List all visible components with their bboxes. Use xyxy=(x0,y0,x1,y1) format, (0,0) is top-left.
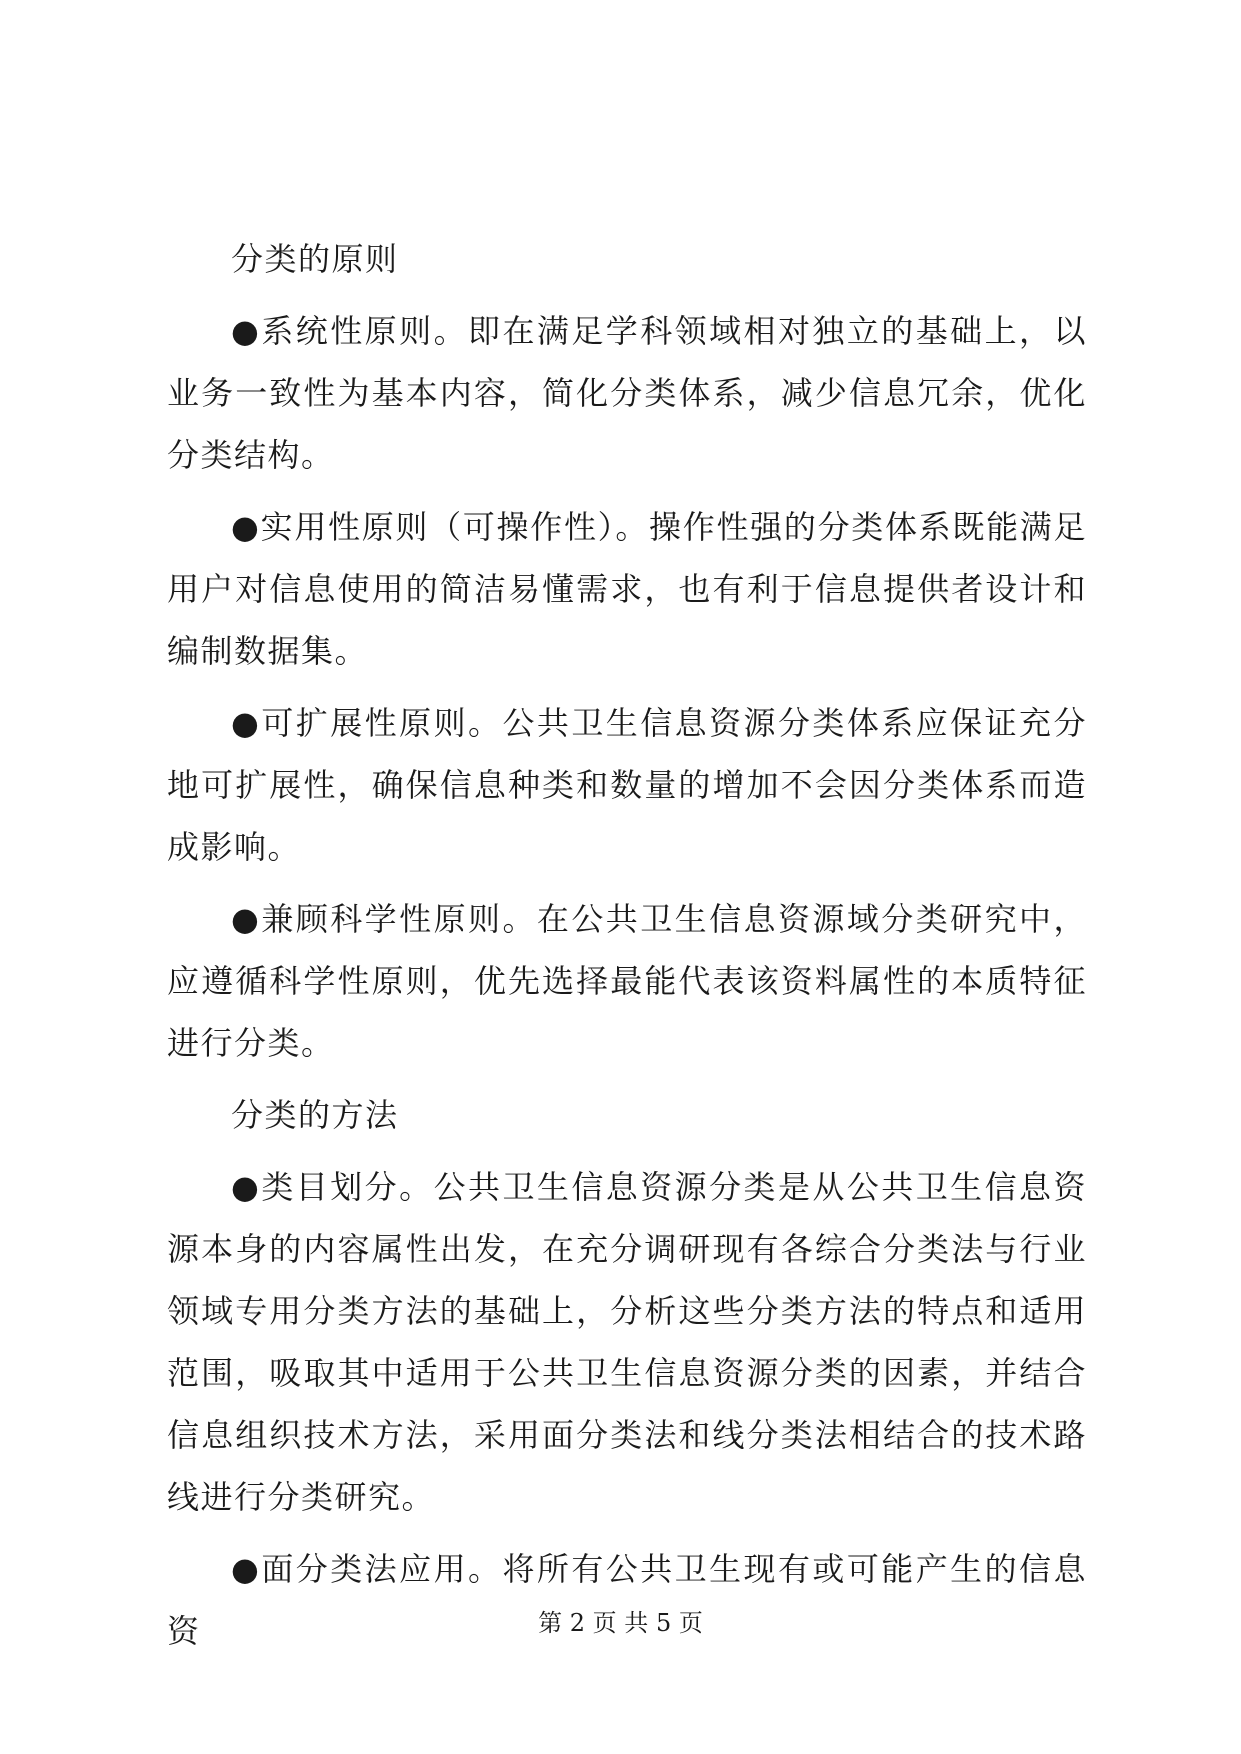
paragraph-text: 实用性原则（可操作性）。操作性强的分类体系既能满足用户对信息使用的简洁易懂需求，也有利于信息提供者设计和编制数据集。 xyxy=(167,508,1087,670)
bullet-icon: ● xyxy=(231,508,261,546)
section-heading-methods: 分类的方法 xyxy=(231,1096,399,1134)
bullet-icon: ● xyxy=(231,900,261,938)
paragraph-text: 类目划分。公共卫生信息资源分类是从公共卫生信息资源本身的内容属性出发，在充分调研现有各综合分类法与行业领域专用分类方法的基础上，分析这些分类方法的特点和适用范围，吸取其中适用于公共卫生信息资源分类的因素，并结合信息组织技术方法，采用面分类法和线分类法相结合的技术路线进行分类研究。 xyxy=(167,1168,1087,1516)
section-heading-principles: 分类的原则 xyxy=(231,240,399,278)
bullet-icon: ● xyxy=(231,704,261,742)
bullet-icon: ● xyxy=(231,1168,261,1206)
page-number-footer: 第 2 页 共 5 页 xyxy=(538,1609,703,1637)
paragraph-systematic-principle xyxy=(167,300,1087,486)
paragraph-text: 可扩展性原则。公共卫生信息资源分类体系应保证充分地可扩展性，确保信息种类和数量的增加不会因分类体系而造成影响。 xyxy=(167,704,1087,866)
paragraph-facet-classification xyxy=(167,1538,1087,1662)
document-body xyxy=(167,228,1087,1672)
bullet-icon: ● xyxy=(231,1550,261,1588)
paragraph-scientific-principle xyxy=(167,888,1087,1074)
paragraph-text: 系统性原则。即在满足学科领域相对独立的基础上，以业务一致性为基本内容，简化分类体系，减少信息冗余，优化分类结构。 xyxy=(167,312,1087,474)
bullet-icon: ● xyxy=(231,312,261,350)
paragraph-practical-principle xyxy=(167,496,1087,682)
paragraph-extensibility-principle xyxy=(167,692,1087,878)
paragraph-text: 面分类法应用。将所有公共卫生现有或可能产生的信息资 xyxy=(167,1550,1087,1650)
paragraph-category-division xyxy=(167,1156,1087,1528)
paragraph-text: 兼顾科学性原则。在公共卫生信息资源域分类研究中，应遵循科学性原则，优先选择最能代表该资料属性的本质特征进行分类。 xyxy=(167,900,1087,1062)
